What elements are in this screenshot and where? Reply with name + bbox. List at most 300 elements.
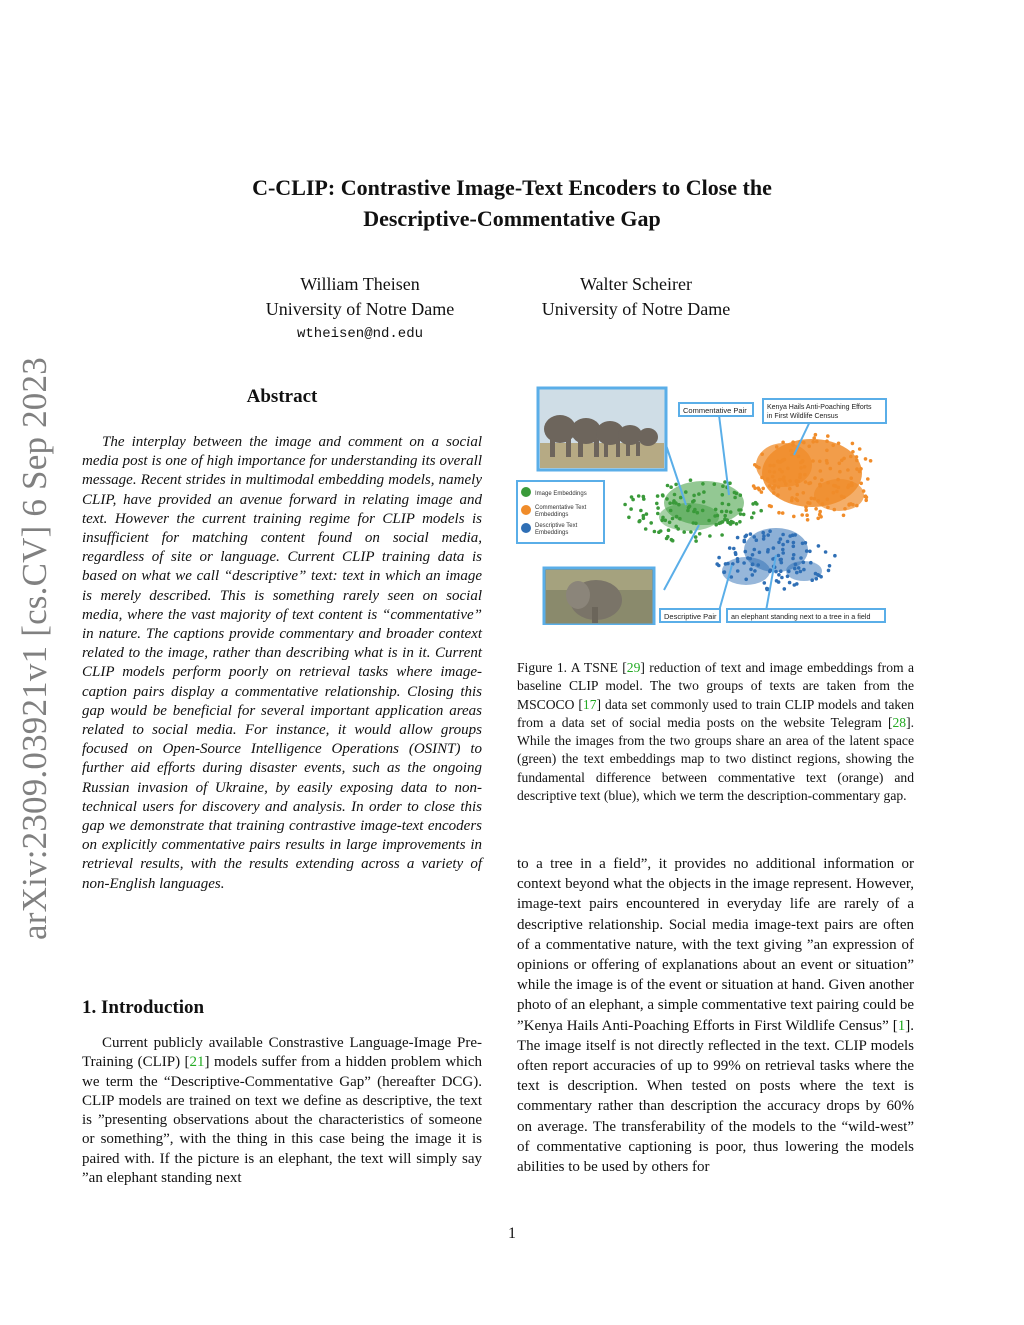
image-embedding-point <box>668 521 672 525</box>
commentative-embedding-point <box>814 433 818 437</box>
commentative-embedding-point <box>788 487 792 491</box>
commentative-embedding-point <box>838 462 842 466</box>
image-embedding-point <box>689 478 693 482</box>
descriptive-embedding-point <box>791 557 795 561</box>
descriptive-embedding-point <box>799 570 803 574</box>
commentative-pair-label: Commentative Pair <box>683 406 747 415</box>
image-embedding-point <box>679 496 683 500</box>
caption-text: ] data set commonly used to train CLIP models and taken from a data set of social media posts on the website Telegram [ <box>517 696 914 730</box>
commentative-embedding-point <box>826 506 830 510</box>
image-embedding-point <box>649 521 653 525</box>
commentative-embedding-point <box>807 482 811 486</box>
image-embedding-point <box>714 523 718 527</box>
intro-text: ] models suffer from a hidden problem which we term the “Descriptive-Commentative Gap” (hereafter DCG). CLIP models are trained on text we define as descriptive, the text is ”presenting observations about the characteristics of someone or something”, with the thing in this case being the image it is paired with. If the picture is an elephant, the text will simply say ”an elephant standing next <box>82 1054 482 1187</box>
title-line-1: C-CLIP: Contrastive Image-Text Encoders to Close the <box>252 175 772 200</box>
descriptive-embedding-point <box>749 532 753 536</box>
commentative-embedding-point <box>821 502 825 506</box>
commentative-embedding-point <box>847 483 851 487</box>
commentative-embedding-point <box>783 458 787 462</box>
legend-swatch-commentative <box>521 505 531 515</box>
commentative-embedding-point <box>772 491 776 495</box>
image-embedding-point <box>735 522 739 526</box>
page-number: 1 <box>508 1225 516 1242</box>
image-embedding-point <box>627 516 631 520</box>
image-embedding-point <box>751 502 755 506</box>
descriptive-embedding-point <box>777 541 781 545</box>
commentative-embedding-point <box>806 501 810 505</box>
descriptive-embedding-point <box>717 556 721 560</box>
descriptive-embedding-point <box>744 550 748 554</box>
descriptive-embedding-point <box>795 571 799 575</box>
commentative-embedding-point <box>855 504 859 508</box>
descriptive-embedding-point <box>788 534 792 538</box>
image-embedding-point <box>694 535 698 539</box>
image-embedding-point <box>656 512 660 516</box>
commentative-embedding-point <box>773 484 777 488</box>
descriptive-embedding-point <box>751 573 755 577</box>
descriptive-embedding-point <box>802 568 806 572</box>
image-embedding-point <box>737 508 741 512</box>
image-embedding-point <box>720 510 724 514</box>
commentative-caption-line-2: in First Wildlife Census <box>767 413 839 420</box>
descriptive-embedding-point <box>779 537 783 541</box>
image-embedding-point <box>733 491 737 495</box>
image-embedding-point <box>738 520 742 524</box>
commentative-embedding-point <box>806 518 810 522</box>
descriptive-embedding-point <box>824 550 828 554</box>
author-block-2 <box>486 272 786 322</box>
image-embedding-point <box>684 490 688 494</box>
legend-label-descriptive-1: Descriptive Text <box>535 523 578 529</box>
image-embedding-point <box>698 532 702 536</box>
image-embedding-point <box>682 530 686 534</box>
image-embedding-point <box>759 509 763 513</box>
commentative-embedding-point <box>843 507 847 511</box>
commentative-embedding-point <box>869 459 873 463</box>
image-embedding-point <box>666 484 670 488</box>
commentative-embedding-point <box>862 489 866 493</box>
legend-swatch-descriptive <box>521 523 531 533</box>
commentative-embedding-point <box>771 475 775 479</box>
descriptive-embedding-point <box>715 562 719 566</box>
descriptive-embedding-point <box>751 553 755 557</box>
descriptive-embedding-point <box>777 580 781 584</box>
commentative-embedding-point <box>768 484 772 488</box>
commentative-embedding-point <box>795 484 799 488</box>
commentative-embedding-point <box>835 490 839 494</box>
descriptive-embedding-point <box>751 563 755 567</box>
commentative-embedding-point <box>831 444 835 448</box>
descriptive-embedding-point <box>805 549 809 553</box>
commentative-embedding-point <box>826 434 830 438</box>
commentative-embedding-point <box>850 481 854 485</box>
descriptive-elephant-photo <box>544 568 654 625</box>
image-embedding-point <box>725 510 729 514</box>
descriptive-embedding-point <box>766 548 770 552</box>
intro-text: to a tree in a field”, it provides no additional information or context beyond what the objects in the image represent. However, image-text pairs encountered in everyday life are rarely of a descriptive relationship. Social media image-text pairs are often of a commentative nature, with the text giving ”an expression of opinions or offering of explanations about an event or situation” while the image is of the event or situation at hand. Given another photo of an elephant, a simple commentative text pairing could be ”Kenya Hails Anti-Poaching Efforts in First Wildlife Census” [ <box>517 856 914 1034</box>
image-embedding-point <box>692 521 696 525</box>
commentative-embedding-point <box>838 470 842 474</box>
descriptive-embedding-point <box>736 536 740 540</box>
descriptive-embedding-point <box>758 551 762 555</box>
commentative-embedding-point <box>864 494 868 498</box>
author-affiliation: University of Notre Dame <box>541 299 731 319</box>
descriptive-embedding-point <box>833 554 837 558</box>
descriptive-embedding-point <box>779 569 783 573</box>
descriptive-embedding-point <box>781 543 785 547</box>
descriptive-embedding-point <box>772 546 776 550</box>
descriptive-embedding-point <box>743 539 747 543</box>
commentative-embedding-point <box>813 476 817 480</box>
descriptive-embedding-point <box>793 567 797 571</box>
descriptive-embedding-point <box>779 558 783 562</box>
descriptive-embedding-point <box>732 547 736 551</box>
commentative-embedding-point <box>840 495 844 499</box>
legend-label-descriptive-2: Embeddings <box>535 530 569 536</box>
commentative-embedding-point <box>780 470 784 474</box>
commentative-embedding-point <box>815 440 819 444</box>
descriptive-embedding-point <box>777 573 781 577</box>
commentative-embedding-point <box>773 479 777 483</box>
commentative-embedding-point <box>859 467 863 471</box>
commentative-embedding-point <box>753 463 757 467</box>
image-embedding-point <box>660 518 664 522</box>
legend-label-commentative-2: Embeddings <box>535 512 569 518</box>
image-embedding-point <box>644 527 648 531</box>
author-block-1 <box>210 272 510 347</box>
commentative-embedding-point <box>790 453 794 457</box>
commentative-embedding-point <box>773 470 777 474</box>
commentative-embedding-point <box>825 459 829 463</box>
commentative-embedding-point <box>820 478 824 482</box>
image-embedding-point <box>752 511 756 515</box>
image-embedding-point <box>637 520 641 524</box>
image-embedding-point <box>661 493 665 497</box>
commentative-embedding-point <box>866 477 870 481</box>
tsne-plot <box>514 385 888 625</box>
commentative-embedding-point <box>836 478 840 482</box>
descriptive-embedding-point <box>792 545 796 549</box>
commentative-embedding-point <box>795 480 799 484</box>
commentative-embedding-point <box>842 514 846 518</box>
image-embedding-point <box>701 482 705 486</box>
commentative-embedding-point <box>855 459 859 463</box>
commentative-embedding-point <box>818 460 822 464</box>
image-embedding-point <box>629 507 633 511</box>
image-embedding-point <box>696 511 700 515</box>
abstract-text: The interplay between the image and comment on a social media post is one of high importance for understanding its overall message. Recent strides in multimodal embedding models, namely CLIP, have provided an avenue forward in relating image and text. However the current training regime for CLIP models is insufficient for matching content found on social media, regardless of site or language. Current CLIP training data is based on what we call “descriptive” text: text in which an image is merely described. This is something rarely seen on social media, where the vast majority of text content is “commentative” in nature. The captions provide commentary and broader context related to the image, rather than describing what is in it. Current CLIP models perform poorly on retrieval tasks where image-caption pairs display a commentative relationship. Closing this gap would be beneficial for several important application areas related to social media. For instance, it would allow groups focused on Open-Source Intelligence Operations (OSINT) to further aid efforts during disaster events, such as the ongoing Russian invasion of Ukraine, by easily exposing data to non-technical users for discovery and analysis. In order to close this gap we demonstrate that training contrastive image-text encoders on explicitly commentative pairs results in large improvements in retrieval results, with the results extending across a variety of non-English languages. <box>82 434 482 892</box>
commentative-embedding-point <box>800 513 804 517</box>
image-embedding-point <box>655 502 659 506</box>
descriptive-embedding-point <box>786 575 790 579</box>
image-embedding-point <box>731 521 735 525</box>
image-embedding-point <box>693 508 697 512</box>
commentative-embedding-point <box>768 470 772 474</box>
image-embedding-point <box>692 499 696 503</box>
commentative-embedding-point <box>811 459 815 463</box>
image-embedding-point <box>689 530 693 534</box>
caption-text: ]. While the images from the two groups share an area of the latent space (green) the text embeddings map to two distinct regions, showing the fundamental difference between commentative text (orange) and descriptive text (blue), which we term the description-commentary gap. <box>517 714 914 804</box>
descriptive-embedding-point <box>749 568 753 572</box>
descriptive-caption-box <box>727 609 885 622</box>
commentative-caption-line-1: Kenya Hails Anti-Poaching Efforts <box>767 404 872 411</box>
descriptive-embedding-point <box>753 569 757 573</box>
commentative-embedding-point <box>864 499 868 503</box>
image-embedding-point <box>702 500 706 504</box>
descriptive-embedding-point <box>786 540 790 544</box>
image-embedding-point <box>692 494 696 498</box>
citation-link[interactable]: 21 <box>189 1054 205 1071</box>
author-affiliation: University of Notre Dame <box>265 299 455 319</box>
commentative-embedding-point <box>813 497 817 501</box>
commentative-embedding-point <box>851 450 855 454</box>
legend-label-commentative-1: Commentative Text <box>535 505 587 511</box>
commentative-embedding-point <box>795 493 799 497</box>
commentative-embedding-point <box>761 487 765 491</box>
figure-1 <box>514 385 888 625</box>
citation-link[interactable]: 1 <box>897 1017 906 1034</box>
commentative-embedding-point <box>840 459 844 463</box>
commentative-embedding-point <box>777 485 781 489</box>
intro-text: ]. The image itself is not directly reflected in the text. CLIP models often report accuracies of up to 99% on retrieval tasks where the text is description. When tested on posts where the text is commentary rather than description the accuracy drops by 60% on average. The transferability of the models to the “wild-west” of commentative captioning is poor, thus lowering the models abilities to be used by others for <box>517 1017 914 1176</box>
descriptive-embedding-point <box>809 561 813 565</box>
image-embedding-point <box>645 512 649 516</box>
image-embedding-point <box>674 483 678 487</box>
commentative-embedding-point <box>772 464 776 468</box>
commentative-embedding-point <box>778 478 782 482</box>
legend <box>517 481 604 543</box>
commentative-embedding-point <box>769 505 773 509</box>
commentative-embedding-point <box>837 442 841 446</box>
commentative-embedding-point <box>826 498 830 502</box>
commentative-embedding-point <box>799 466 803 470</box>
commentative-embedding-point <box>781 477 785 481</box>
image-embedding-point <box>720 533 724 537</box>
descriptive-embedding-point <box>726 562 730 566</box>
intro-text: Current publicly available Constrastive Language-Image Pre-Training (CLIP) [ <box>82 1035 482 1071</box>
image-embedding-point <box>708 534 712 538</box>
abstract-body <box>82 433 482 894</box>
commentative-embedding-point <box>818 510 822 514</box>
title-line-2: Descriptive-Commentative Gap <box>363 206 661 231</box>
image-embedding-point <box>721 493 725 497</box>
descriptive-embedding-point <box>736 560 740 564</box>
commentative-embedding-point <box>825 449 829 453</box>
image-embedding-point <box>702 490 706 494</box>
commentative-embedding-point <box>819 469 823 473</box>
descriptive-embedding-point <box>795 582 799 586</box>
image-embedding-point <box>716 514 720 518</box>
descriptive-embedding-point <box>781 551 785 555</box>
descriptive-embedding-point <box>817 544 821 548</box>
descriptive-embedding-point <box>762 534 766 538</box>
figure-1-caption <box>517 659 914 805</box>
image-embedding-point <box>671 517 675 521</box>
descriptive-embedding-point <box>792 541 796 545</box>
image-embedding-point <box>688 505 692 509</box>
commentative-embedding-point <box>775 445 779 449</box>
commentative-embedding-point <box>794 497 798 501</box>
commentative-embedding-point <box>832 484 836 488</box>
image-embedding-point <box>701 509 705 513</box>
green-cluster <box>623 478 763 543</box>
orange-cluster <box>752 433 873 522</box>
introduction-body <box>82 1034 482 1188</box>
commentative-embedding-point <box>858 447 862 451</box>
descriptive-embedding-point <box>799 556 803 560</box>
commentative-embedding-point <box>803 465 807 469</box>
image-embedding-point <box>674 525 678 529</box>
descriptive-embedding-point <box>768 570 772 574</box>
commentative-embedding-point <box>768 464 772 468</box>
commentative-embedding-point <box>851 442 855 446</box>
commentative-embedding-point <box>802 491 806 495</box>
image-embedding-point <box>739 493 743 497</box>
commentative-embedding-point <box>766 477 770 481</box>
commentative-embedding-point <box>849 455 853 459</box>
image-embedding-point <box>672 499 676 503</box>
commentative-embedding-point <box>848 503 852 507</box>
descriptive-embedding-point <box>781 533 785 537</box>
image-embedding-point <box>656 506 660 510</box>
commentative-embedding-point <box>802 441 806 445</box>
descriptive-embedding-point <box>763 581 767 585</box>
image-embedding-point <box>750 516 754 520</box>
commentative-embedding-point <box>803 473 807 477</box>
descriptive-embedding-point <box>730 575 734 579</box>
image-embedding-point <box>656 494 660 498</box>
commentative-embedding-point <box>776 460 780 464</box>
introduction-heading: 1. Introduction <box>82 997 205 1018</box>
commentative-embedding-point <box>788 479 792 483</box>
image-embedding-point <box>742 513 746 517</box>
commentative-embedding-point <box>812 436 816 440</box>
legend-label-image: Image Embeddings <box>535 491 587 497</box>
commentative-embedding-point <box>804 508 808 512</box>
descriptive-embedding-point <box>743 535 747 539</box>
commentative-embedding-point <box>776 493 780 497</box>
citation-link[interactable]: 29 <box>626 660 641 675</box>
commentative-embedding-point <box>837 486 841 490</box>
commentative-embedding-point <box>846 468 850 472</box>
descriptive-embedding-point <box>736 569 740 573</box>
descriptive-embedding-point <box>787 570 791 574</box>
image-embedding-point <box>664 519 668 523</box>
descriptive-embedding-point <box>761 531 765 535</box>
image-embedding-point <box>723 514 727 518</box>
commentative-elephant-photo <box>538 388 666 470</box>
citation-link[interactable]: 17 <box>582 696 597 712</box>
image-embedding-point <box>729 510 733 514</box>
commentative-embedding-point <box>832 491 836 495</box>
descriptive-pair-label: Descriptive Pair <box>664 612 717 621</box>
image-embedding-point <box>721 484 725 488</box>
descriptive-embedding-point <box>748 557 752 561</box>
image-embedding-point <box>673 493 677 497</box>
introduction-paragraph <box>82 1034 482 1188</box>
descriptive-pair-label-box <box>660 609 720 622</box>
commentative-embedding-point <box>752 484 756 488</box>
commentative-embedding-point <box>801 459 805 463</box>
image-embedding-point <box>727 503 731 507</box>
legend-swatch-image <box>521 487 531 497</box>
abstract-heading: Abstract <box>246 386 318 407</box>
commentative-embedding-point <box>825 439 829 443</box>
descriptive-embedding-point <box>777 554 781 558</box>
descriptive-embedding-point <box>827 569 831 573</box>
paper-title <box>0 172 1024 234</box>
image-embedding-point <box>678 517 682 521</box>
commentative-embedding-point <box>826 481 830 485</box>
descriptive-embedding-point <box>810 578 814 582</box>
commentative-embedding-point <box>789 449 793 453</box>
image-embedding-point <box>642 497 646 501</box>
descriptive-embedding-point <box>756 563 760 567</box>
descriptive-embedding-point <box>797 566 801 570</box>
descriptive-embedding-point <box>774 570 778 574</box>
image-embedding-point <box>667 528 671 532</box>
image-embedding-point <box>657 530 661 534</box>
commentative-embedding-point <box>859 482 863 486</box>
descriptive-embedding-point <box>802 561 806 565</box>
caption-text: Figure 1. A TSNE [ <box>517 660 627 675</box>
commentative-embedding-point <box>849 476 853 480</box>
descriptive-caption: an elephant standing next to a tree in a field <box>731 612 871 621</box>
image-embedding-point <box>714 508 718 512</box>
descriptive-embedding-point <box>765 588 769 592</box>
commentative-embedding-point <box>864 457 868 461</box>
commentative-embedding-point <box>777 511 781 515</box>
descriptive-embedding-point <box>728 546 732 550</box>
descriptive-embedding-point <box>753 548 757 552</box>
commentative-embedding-point <box>818 483 822 487</box>
descriptive-embedding-point <box>788 581 792 585</box>
descriptive-embedding-point <box>801 542 805 546</box>
citation-link[interactable]: 28 <box>892 714 907 730</box>
descriptive-embedding-point <box>781 548 785 552</box>
commentative-embedding-point <box>811 440 815 444</box>
commentative-embedding-point <box>786 467 790 471</box>
descriptive-embedding-point <box>766 533 770 537</box>
commentative-embedding-point <box>797 455 801 459</box>
commentative-embedding-point <box>816 499 820 503</box>
commentative-embedding-point <box>798 473 802 477</box>
descriptive-embedding-point <box>794 563 798 567</box>
commentative-embedding-point <box>833 508 837 512</box>
commentative-embedding-point <box>818 513 822 517</box>
descriptive-embedding-point <box>755 538 759 542</box>
descriptive-embedding-point <box>752 535 756 539</box>
image-embedding-point <box>694 539 698 543</box>
commentative-embedding-point <box>814 507 818 511</box>
commentative-embedding-point <box>757 488 761 492</box>
image-embedding-point <box>653 530 657 534</box>
image-embedding-point <box>755 502 759 506</box>
author-name: William Theisen <box>300 274 420 294</box>
image-embedding-point <box>639 509 643 513</box>
descriptive-embedding-point <box>808 550 812 554</box>
image-embedding-point <box>665 497 669 501</box>
image-embedding-point <box>675 515 679 519</box>
arxiv-identifier: arXiv:2309.03921v1 [cs.CV] 6 Sep 2023 <box>15 357 54 940</box>
author-email[interactable]: wtheisen@nd.edu <box>296 326 424 342</box>
image-embedding-point <box>671 539 675 543</box>
image-embedding-point <box>669 509 673 513</box>
image-embedding-point <box>623 503 627 507</box>
descriptive-embedding-point <box>742 561 746 565</box>
image-embedding-point <box>642 517 646 521</box>
commentative-embedding-point <box>784 482 788 486</box>
